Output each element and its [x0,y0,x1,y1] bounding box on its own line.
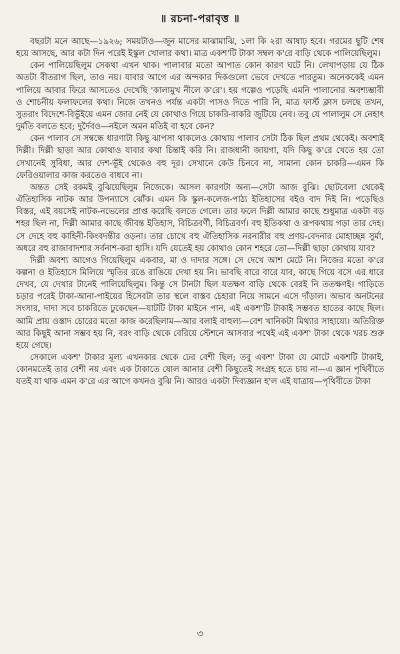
paragraph: দিল্লী অবশ্য আগেও গিয়েছিলুম একবার, মা ও দাদার সঙ্গে। সে দেখে আশ মেটে নি। নিজের মতো ক'রে কল্পনা ও ইতিহাসে মিলিয়ে স্মৃতির রঙে রাঙিয়ে দেখা হয় নি। ভাবছি বারে বারে যাব, কাছে গিয়ে বসে এর ধারে দেখব, যে দেখার টানেই পালিয়েছিলুম। কিন্তু সে টানটা ছিল যতক্ষণ বাড়ি থেকে বেরই নি ততক্ষণই। গাড়িতে চড়ার পরেই টাকা-আনা-পাইয়ের হিসেবটা তার স্থলে বাস্তব চেহারা নিয়ে সামনে এসে দাঁড়াল। অভাব অনটনের সংসার, দাদা সবে চাকরিতে ঢুকেছেন—যাটটি টাকা মাইনে পান, এই একশ'টি টাকাই সম্ভবত হাতের কাছে ছিল। আমি প্রায় ওস্তাদ চোরের মতো কাজ করেছিলাম—আর বলাই বাহুল্য—বেশ খানিকটা মিথ্যার সাহায্যে। অতিরিক্ত আর কিছুই আনা সম্ভব হয় নি, বরং বাড়ি থেকে বেরিয়ে স্টেশনে আসবার পথেই এই একশ' টাকা থেকে খরচ শুরু হয়ে গেছে। [16,254,384,350]
paragraph: কেন পালিয়েছিলুম সেকথা এখন থাক। পালাবার মতো আপাত কোন কারণ ঘটে নি। লেখাপড়ায় যে ঠিক অতটা বীতরাগ ছিল, তাও নয়। যাবার আগে এর অন্দকার দিকগুলো ভেবে দেখতে পারতুম। অনেককেই এমন পালিয়ে আবার ফিরে আসতেও দেখেছি 'কালামুখ নীলে ক'রে'। হয় গল্পেও পড়েছি এমনি পালানোর অবশ্যম্ভাবী ও শোচনীয় ফলাফলের কথা। নিজে তখনও পর্যন্ত একটা পাসও দিতে পারি নি, মাত্র ফার্স্ট ক্লাস চলছে তখন, সুতরাং বিদেশে-বিভুঁইয়ে এমন জোর নেই যে কোথাও গিয়ে চাকরি-বাকরি জুটিয়ে নেব। তবু যে পালালুম সে নেহাৎ দুর্মতি বলতে হবে; দুর্দৈবও—নইলে অমন মতিই বা হবে কেন? [16,60,384,132]
paragraph: বছরটা মনে আছে—১৯২৬; সময়টাও—জুন মাসের মাঝামাঝি, ১লা কি ২রা আষাঢ় হবে। গরমের ছুটি শেষ হয়ে আসছে, আর কটা দিন পরেই ইস্কুল খোলার কথা। মাত্র একশ'টি টাকা সম্বল ক'রে বাড়ি থেকে পালিয়েছিলুম। [16,36,384,59]
page-body [16,35,384,388]
paragraph: অন্তত সেই রকমই বুঝিয়েছিলুম নিজেকে। আসল কারণটা অন্য—সেটা আজ বুঝি। ছোটবেলা থেকেই ঐতিহাসিক নাটক আর উপন্যাসে ঝোঁক। এমন কি স্কুল-কলেজ-পাঠ্য ইতিহাসের বইও বাদ দিই নি। পড়েছিও বিস্তর, এই বয়সেই নাটক-নভেলের প্রাপ্ত করেছি বলতে গেলে। তার ফলে দিল্লী আমার কাছে শুধুমাত্র একটা বড় শহর ছিল না, দিল্লী আমার কাছে জীবন্ত ইতিহাস, বিচিত্রবর্ণী, বিচিত্রবর্ণ। বহু ইতিকথা ও রূপকথায় গড়া তার দেহ। সে দেহে বহু কাহিনী-কিংবদন্তীর ওড়না। তার চোখে বহু ঐতিহাসিক নরনারীর বহু প্রণয়-বেদনার মোহাচ্ছন্ন সুর্মা, অধরে বহু রাজাবাদশার সর্বনাশ-করা হাসি। যদি যেতেই হয় কোথাও কোন শহরে তো—দিল্লী ছাড়া কোথায় যাব? [16,181,384,253]
page-header: ॥ রচনা-পরাবৃত্ত ॥ [160,13,240,25]
paragraph: কেন পালাব সে সম্বন্ধে ধারণাটা কিছু ঝাপসা থাকলেও কোথায় পালাব সেটা ঠিক ছিল প্রথম থেকেই। অবশ্যই দিল্লী। দিল্লী ছাড়া আর কোথাও যাবার কথা চিন্তাই করি নি। রাজধানী জায়গা, যদি কিছু ক'রে খেতে হয় তো সেখানেই সুবিধা, আর দেশ-ভূঁই থেকেও বহু দূর। সেখানে কেউ চিনবে না, সামান্য কোন চাকরি—এমন কি ফেরিওয়ালার কাজ করতেও বাধবে না। [16,133,384,180]
paragraph: সেকালে একশ' টাকার মূল্য এখনকার থেকে ঢের বেশী ছিল; তবু একশ' টাকা যে মোটে একশটি টাকাই, কোনমতেই তার বেশী নয় এবং এক টাকাতে ষোল আনার বেশী কিছুতেই সংগ্রহ হতে চায় না—এ জ্ঞান পৃথিবীতে যতই যা থাক এমন ক'রে এর আগে কখনও বুঝি নি। আরও একটা দিব্যজ্ঞান হ'ল এই যাত্রায়—পৃথিবীতে টাকা [16,352,384,387]
page-number: ৩ [196,629,204,640]
